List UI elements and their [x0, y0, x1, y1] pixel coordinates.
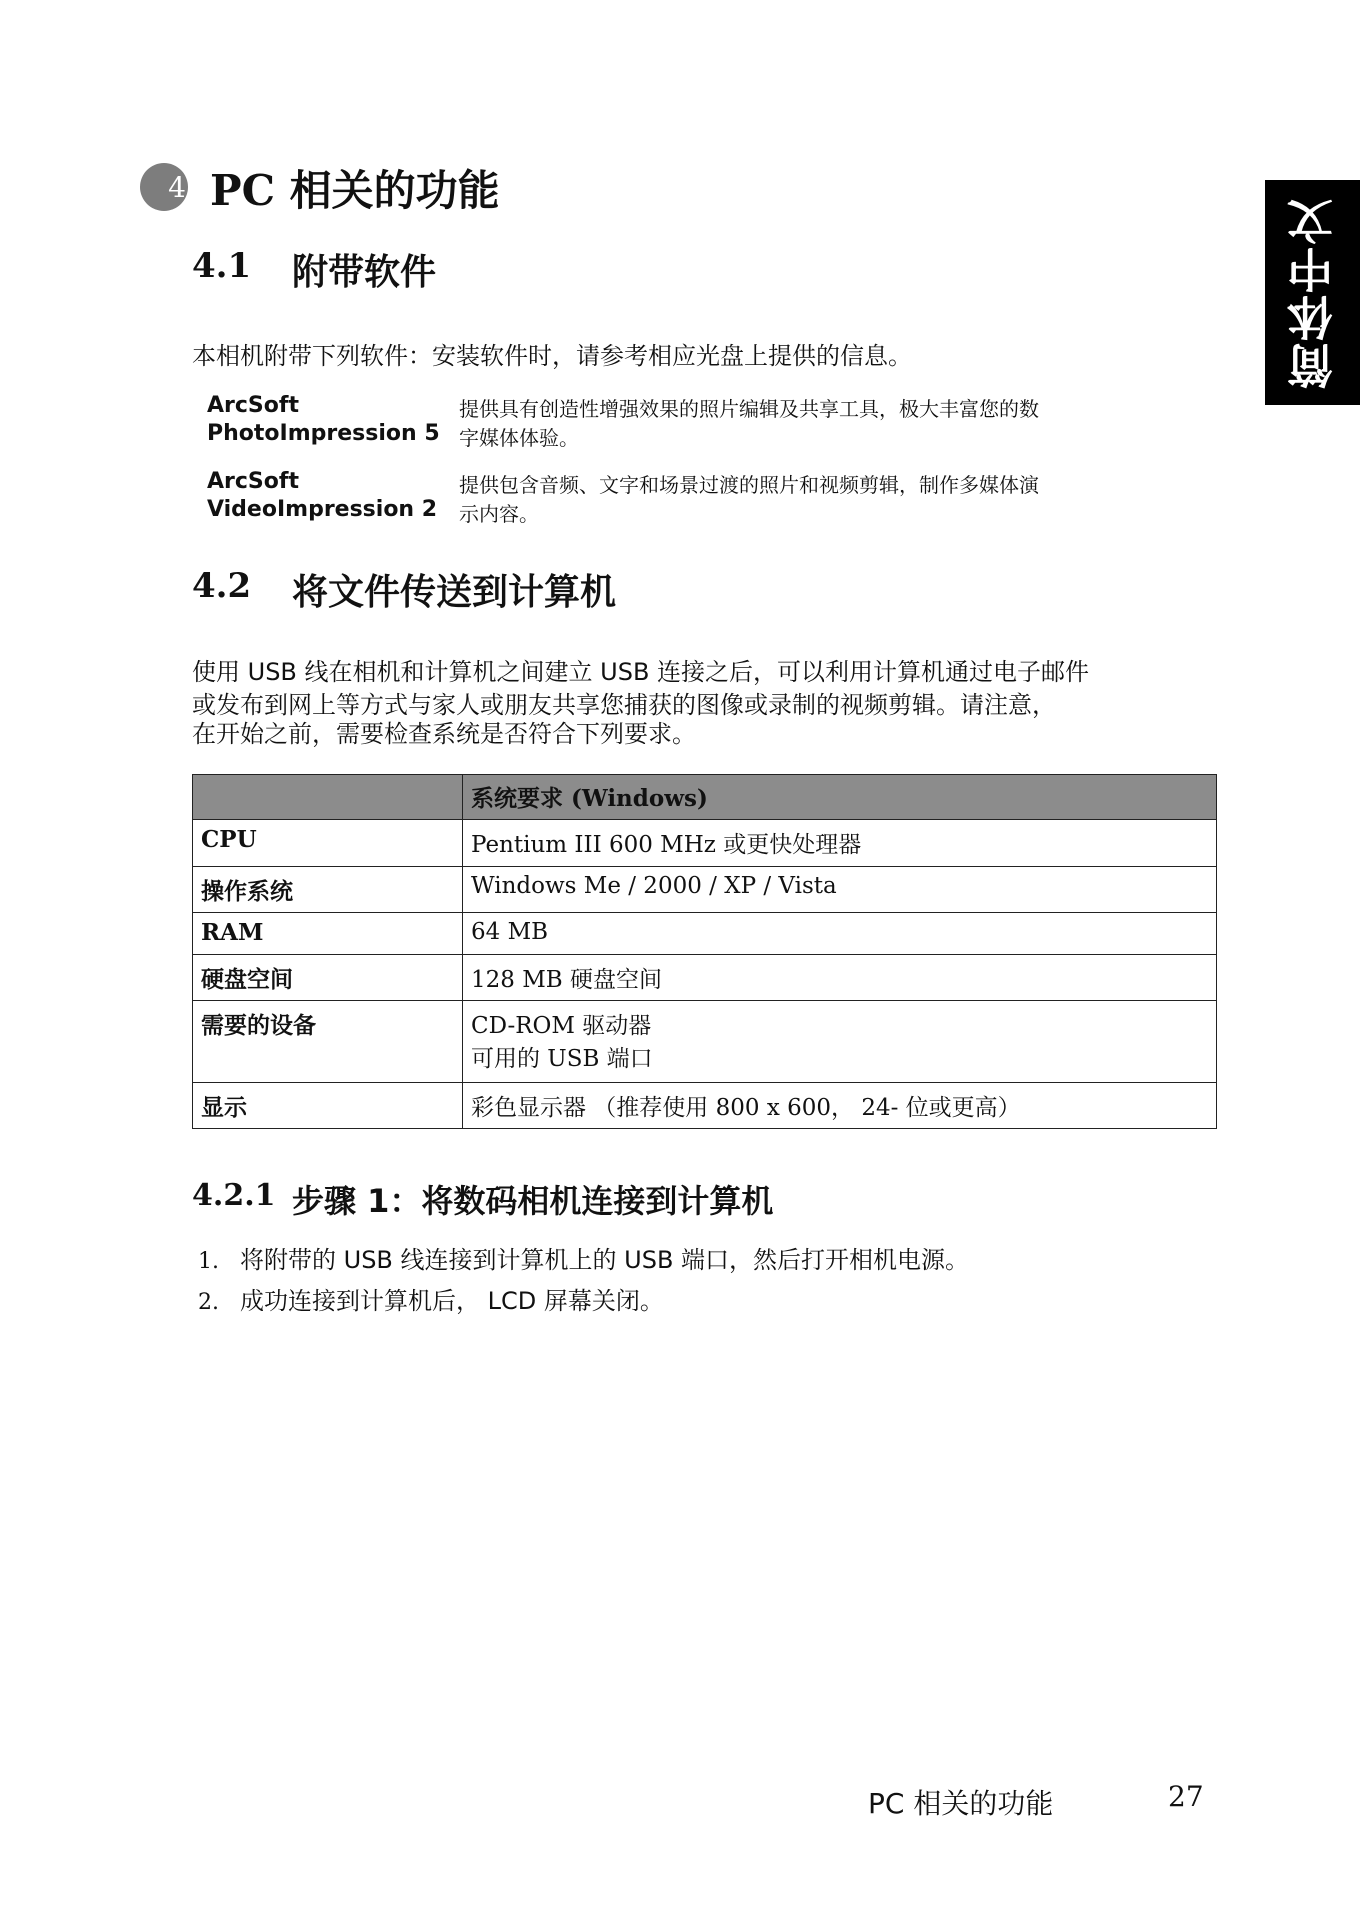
table-row — [193, 867, 1217, 913]
section-4-1-title: 附带软件 — [292, 252, 437, 293]
step-text: 将附带的 USB 线连接到计算机上的 USB 端口，然后打开相机电源。 — [240, 1246, 970, 1274]
table-cell-value-line-2: 可用的 USB 端口 — [471, 1046, 653, 1072]
step-number: 2. — [198, 1290, 219, 1315]
software-desc-videoimpression — [459, 471, 1039, 529]
step-text: 成功连接到计算机后， LCD 屏幕关闭。 — [240, 1287, 664, 1315]
table-header-requirements: 系统要求 (Windows) — [463, 775, 1217, 820]
system-requirements-table — [192, 774, 1217, 1129]
language-side-tab-label: 简体中文 — [1285, 196, 1340, 389]
software-desc-photoimpression — [459, 395, 1039, 453]
step-item — [198, 1240, 969, 1275]
table-cell-key: 显示 — [193, 1083, 463, 1129]
software-name-line-2: VideoImpression 2 — [207, 497, 438, 522]
section-4-2-number: 4.2 — [192, 566, 252, 606]
paragraph-line-2: 或发布到网上等方式与家人或朋友共享您捕获的图像或录制的视频剪辑。请注意， — [192, 691, 1056, 719]
table-cell-value-line-1: CD-ROM 驱动器 — [471, 1013, 652, 1039]
table-header-row — [193, 775, 1217, 820]
table-cell-value: 128 MB 硬盘空间 — [463, 955, 1217, 1001]
software-item-videoimpression — [207, 468, 437, 524]
software-desc-line-1: 提供具有创造性增强效果的照片编辑及共享工具，极大丰富您的数 — [459, 397, 1039, 421]
table-header-empty — [193, 775, 463, 820]
software-desc-line-2: 字媒体体验。 — [459, 426, 579, 450]
table-cell-key: CPU — [193, 820, 463, 867]
table-cell-value: Windows Me / 2000 / XP / Vista — [463, 867, 1217, 913]
section-4-2-title: 将文件传送到计算机 — [292, 572, 617, 613]
section-4-1-number: 4.1 — [192, 246, 252, 286]
table-row — [193, 1083, 1217, 1129]
software-name-line-2: PhotoImpression 5 — [207, 421, 440, 446]
software-desc-line-2: 示内容。 — [459, 502, 539, 526]
paragraph-line-1: 使用 USB 线在相机和计算机之间建立 USB 连接之后，可以利用计算机通过电子邮件 — [192, 658, 1090, 686]
step-item — [198, 1281, 664, 1316]
table-cell-key: 操作系统 — [193, 867, 463, 913]
table-cell-key: 需要的设备 — [193, 1001, 463, 1083]
table-cell-value: 64 MB — [463, 913, 1217, 955]
chapter-title: PC 相关的功能 — [210, 166, 500, 215]
table-row — [193, 913, 1217, 955]
table-cell-value — [463, 1001, 1217, 1083]
table-cell-key: 硬盘空间 — [193, 955, 463, 1001]
section-4-1-intro: 本相机附带下列软件：安装软件时，请参考相应光盘上提供的信息。 — [192, 342, 912, 370]
table-row — [193, 1001, 1217, 1083]
table-row — [193, 820, 1217, 867]
software-name-line-1: ArcSoft — [207, 393, 299, 418]
software-name-line-1: ArcSoft — [207, 469, 299, 494]
step-number: 1. — [198, 1249, 219, 1274]
paragraph-line-3: 在开始之前，需要检查系统是否符合下列要求。 — [192, 720, 696, 748]
table-row — [193, 955, 1217, 1001]
footer-chapter-title: PC 相关的功能 — [868, 1787, 1054, 1820]
table-cell-value: Pentium III 600 MHz 或更快处理器 — [463, 820, 1217, 867]
section-4-2-paragraph — [192, 656, 1089, 751]
section-4-2-1-number: 4.2.1 — [192, 1178, 276, 1213]
language-side-tab — [1265, 180, 1360, 405]
chapter-number: 4 — [168, 170, 186, 204]
software-desc-line-1: 提供包含音频、文字和场景过渡的照片和视频剪辑，制作多媒体演 — [459, 473, 1039, 497]
table-cell-value: 彩色显示器 （推荐使用 800 x 600， 24- 位或更高） — [463, 1083, 1217, 1129]
page-number: 27 — [1168, 1780, 1204, 1813]
table-cell-key: RAM — [193, 913, 463, 955]
chapter-number-badge — [140, 163, 188, 211]
section-4-2-1-title: 步骤 1：将数码相机连接到计算机 — [292, 1182, 774, 1220]
software-item-photoimpression — [207, 392, 440, 448]
